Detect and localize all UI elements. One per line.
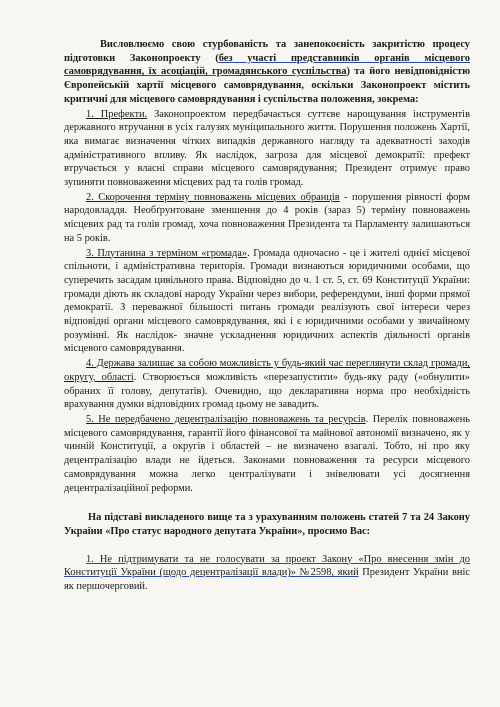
intro-text-1: Висловлюємо свою стурбованість та занепокоєність закритістю процесу підготовки Законопроекту ( — [64, 39, 470, 64]
point-lead: 2. Скорочення терміну повноважень місцевих обранців — [86, 191, 340, 203]
point-composition-review — [64, 357, 470, 412]
point-text: . Створюється можливість «перезапустити» будь-яку раду («обнулити» обраних її голову, депутатів). Очевидно, що декларативна норма про необхідність врахування думки відповідних громад цьому не завадить. — [64, 371, 471, 411]
point-decentralization — [64, 413, 470, 495]
point-community-term — [64, 247, 470, 357]
intro-underlined-text: без участі представників органів місцевого самоврядування, їх асоціацій, громадянського суспільства — [64, 52, 470, 78]
point-text: . Перелік повноважень місцевого самоврядування, гарантії його фінансової та майнової автономії визначено, як у чинній Конституції, а округів і областей – не визначено взагалі. Тобто, ні про яку децентралізацію влади не йдеться. Законами повноваження та ресурси місцевого самоврядування можна легко централізувати і знівелювати усі досягнення децентралізаційної реформи. — [64, 413, 470, 494]
point-lead: 4. Держава залишає за собою можливість у будь-який час переглянути склад громади, округу, області — [64, 358, 470, 383]
point-lead: 3. Плутанина з терміном «громада» — [86, 247, 248, 259]
intro-text-2: ) та його невідповідністю Європейській хартії місцевого самоврядування, оскільки Законопроект містить критичні для місцевого самоврядування і суспільства положення, зокрема: — [64, 66, 471, 105]
request-item-1 — [64, 553, 470, 594]
point-prefects — [64, 108, 470, 190]
point-text: - порушення рівності форм народовладдя. Необґрунтоване зменшення до 4 років (зараз 5) терміну повноважень місцевих рад та голів громад, хоча повноваження Президента та Парламенту залишаються на 5 років. — [64, 191, 470, 244]
point-lead: 1. Префекти. — [86, 108, 148, 120]
intro-paragraph — [64, 38, 470, 107]
request-underlined-text: 1. Не підтримувати та не голосувати за проект Закону «Про внесення змін до Конституції України (щодо децентралізації влади)» №2598, який — [64, 553, 470, 579]
point-term-reduction — [64, 191, 470, 246]
point-text: Законопроектом передбачається суттєве нарощування інструментів державного втручання в усіх галузях муніципального життя. Порушення положень Хартії, яка вимагає визначення чітких випадків державного нагляду та адекватності заходів адміністративного впливу. Як наслідок, загроза для місцевої демократії: префект втручається у власні справи місцевого самоврядування; Президент отримує право зупиняти повноваження місцевих рад та голів громад. — [64, 108, 470, 189]
point-text: . Громада одночасно - це і жителі однієї місцевої спільноти, і адміністративна територія. Громади визнаються юридичними особами, що суперечить засадам цивільного права. Відповідно до ч. 1 ст. 5, ст. 69 Конституції України: громади діють як складові народу України через вибори, референдуми, інші форми прямої демократії. З переважної більшості питань громади реалізують свої інтереси через відповідні органи місцевого самоврядування, які і є юридичними особами у звичайному розумінні. Як наслідок- значне ускладнення юридичних аспектів діяльності органів місцевого самоврядування. — [64, 247, 470, 355]
point-lead: 5. Не передбачено децентралізацію повноважень та ресурсів — [86, 413, 366, 425]
closing-paragraph: На підставі викладеного вище та з урахуванням положень статей 7 та 24 Закону України «Про статус народного депутата України», просимо Вас: — [64, 512, 470, 537]
request-text: Президент України вніс як першочерговий. — [64, 567, 470, 593]
